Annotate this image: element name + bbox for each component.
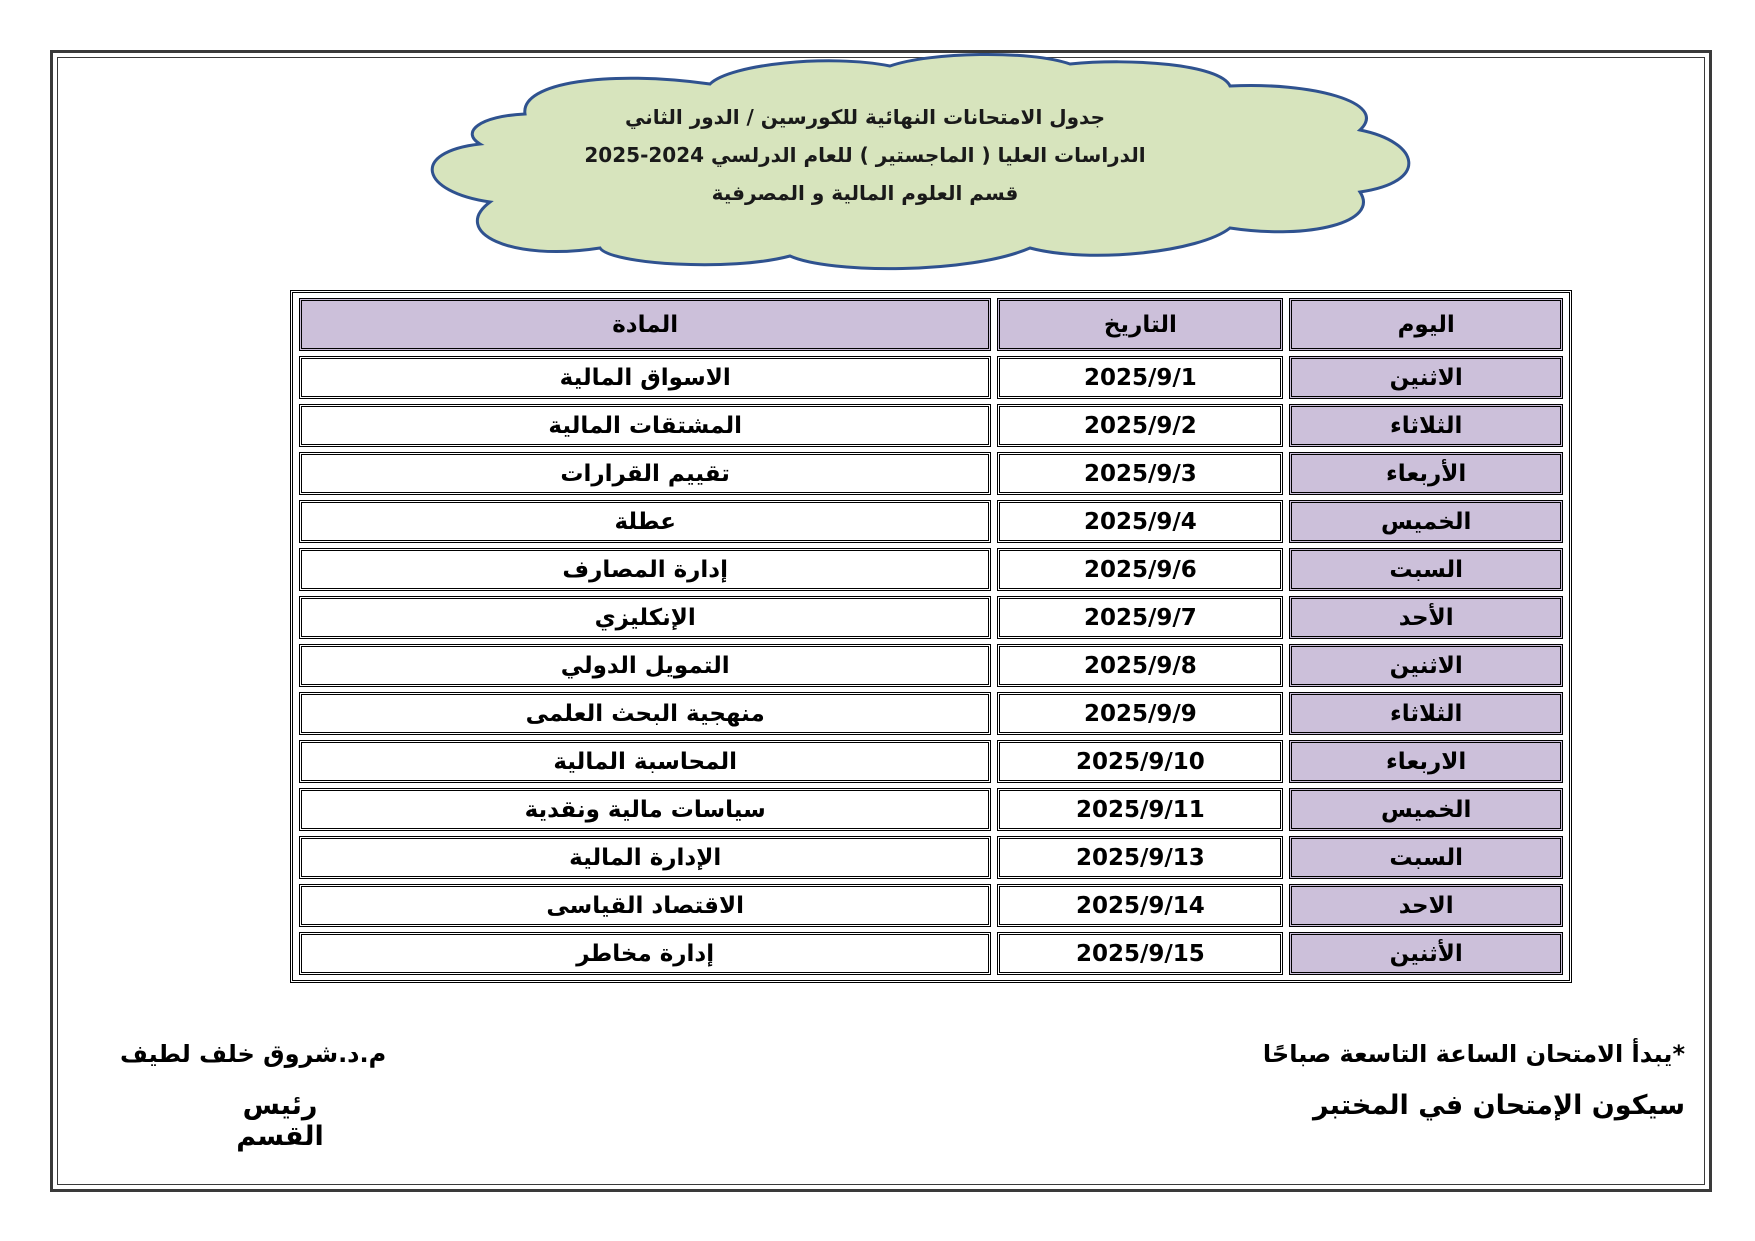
cell-subject: الإدارة المالية xyxy=(299,836,991,879)
cell-date: 2025/9/6 xyxy=(997,548,1283,591)
table-row xyxy=(299,740,1563,783)
signatory-title: رئيس القسم xyxy=(236,1090,324,1152)
title-line-2: الدراسات العليا ( الماجستير ) للعام الدرلسي 2024-2025 xyxy=(584,143,1146,167)
exam-schedule-title xyxy=(560,98,1170,212)
cell-date: 2025/9/14 xyxy=(997,884,1283,927)
cell-subject: المحاسبة المالية xyxy=(299,740,991,783)
table-row xyxy=(299,788,1563,831)
table-row xyxy=(299,548,1563,591)
col-header-day: اليوم xyxy=(1289,298,1563,351)
cell-date: 2025/9/4 xyxy=(997,500,1283,543)
cell-day: السبت xyxy=(1289,836,1563,879)
cell-subject: عطلة xyxy=(299,500,991,543)
cell-date: 2025/9/1 xyxy=(997,356,1283,399)
table-header-row xyxy=(299,298,1563,351)
cell-date: 2025/9/7 xyxy=(997,596,1283,639)
cell-day: الخميس xyxy=(1289,500,1563,543)
table-row xyxy=(299,356,1563,399)
cell-subject: المشتقات المالية xyxy=(299,404,991,447)
cell-subject: منهجية البحث العلمى xyxy=(299,692,991,735)
col-header-date: التاريخ xyxy=(997,298,1283,351)
signatory-name: م.د.شروق خلف لطيف xyxy=(120,1040,387,1068)
cell-day: السبت xyxy=(1289,548,1563,591)
cell-subject: إدارة مخاطر xyxy=(299,932,991,975)
table-row xyxy=(299,404,1563,447)
cell-subject: الإنكليزي xyxy=(299,596,991,639)
cell-day: الثلاثاء xyxy=(1289,692,1563,735)
cell-day: الأحد xyxy=(1289,596,1563,639)
title-line-1: جدول الامتحانات النهائية للكورسين / الدور الثاني xyxy=(624,105,1106,129)
cell-day: الاثنين xyxy=(1289,644,1563,687)
cell-date: 2025/9/10 xyxy=(997,740,1283,783)
cell-day: الأربعاء xyxy=(1289,452,1563,495)
cell-date: 2025/9/9 xyxy=(997,692,1283,735)
cell-date: 2025/9/13 xyxy=(997,836,1283,879)
cell-date: 2025/9/2 xyxy=(997,404,1283,447)
exam-location-note: سيكون الإمتحان في المختبر xyxy=(1313,1090,1685,1121)
table-row xyxy=(299,884,1563,927)
cell-day: الاحد xyxy=(1289,884,1563,927)
cell-day: الخميس xyxy=(1289,788,1563,831)
table-row xyxy=(299,452,1563,495)
col-header-subject: المادة xyxy=(299,298,991,351)
cell-subject: إدارة المصارف xyxy=(299,548,991,591)
table-row xyxy=(299,932,1563,975)
cell-subject: التمويل الدولي xyxy=(299,644,991,687)
exam-start-time-note: *يبدأ الامتحان الساعة التاسعة صباحًا xyxy=(1262,1040,1685,1068)
cell-subject: الاقتصاد القياسى xyxy=(299,884,991,927)
table-row xyxy=(299,692,1563,735)
cell-date: 2025/9/8 xyxy=(997,644,1283,687)
cell-day: الأثنين xyxy=(1289,932,1563,975)
cell-subject: تقييم القرارات xyxy=(299,452,991,495)
cell-day: الاربعاء xyxy=(1289,740,1563,783)
cell-day: الاثنين xyxy=(1289,356,1563,399)
cell-date: 2025/9/15 xyxy=(997,932,1283,975)
exam-schedule-table xyxy=(290,290,1572,983)
cell-date: 2025/9/3 xyxy=(997,452,1283,495)
title-line-3: قسم العلوم المالية و المصرفية xyxy=(711,181,1019,205)
cell-day: الثلاثاء xyxy=(1289,404,1563,447)
table-row xyxy=(299,596,1563,639)
table-row xyxy=(299,836,1563,879)
cell-date: 2025/9/11 xyxy=(997,788,1283,831)
table-row xyxy=(299,500,1563,543)
table-row xyxy=(299,644,1563,687)
cell-subject: الاسواق المالية xyxy=(299,356,991,399)
cell-subject: سياسات مالية ونقدية xyxy=(299,788,991,831)
